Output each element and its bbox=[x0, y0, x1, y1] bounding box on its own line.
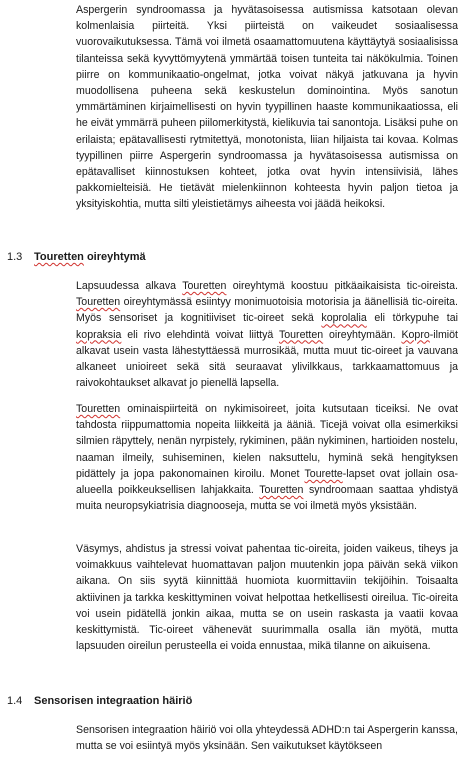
section-title: Sensorisen integraation häiriö bbox=[34, 695, 193, 707]
section-title: Touretten oireyhtymä bbox=[34, 251, 146, 263]
section-number: 1.4 bbox=[7, 695, 23, 707]
spellcheck-word: Touretten bbox=[278, 328, 324, 341]
spellcheck-word: Touretten bbox=[182, 280, 227, 292]
paragraph-tourette-stress: Väsymys, ahdistus ja stressi voivat pahentaa tic-oireita, joiden vaikeus, tiheys ja voimakkuus vaihtelevat huomattavan paljon muutenkin jopa päivän sekä viikon aikana. On siis syytä kiinnittää huomiota kuormittaviin tekijöihin. Toisaalta aktiivinen ja tarkka keskittyminen voivat helpottaa hetkellisesti oireilua. Tic-oireita voi usein pidätellä jonkin aikaa, mutta se on usein raskasta ja vaatii kovaa keskittymistä. Tic-oireet vähenevät suurimmalla osalla iän myötä, mutta lapsuuden oireilun perusteella ei voida ennustaa, mikä tilanne on aikuisena. bbox=[76, 543, 458, 653]
paragraph-sensory-intro: Sensorisen integraation häiriö voi olla yhteydessä ADHD:n tai Aspergerin kanssa, mutta se voi esiintyä myös yksinään. Sen vaikutukset käytökseen bbox=[76, 724, 458, 753]
paragraph-asperger-traits: Aspergerin syndroomassa ja hyvätasoisessa autismissa katsotaan olevan kolmenlaisia piirteitä. Yksi piirteistä on vaikeudet sosiaalisessa vuorovaikutuksessa. Tämä voi ilmetä osaamattomuutena käyttäytyä sosiaalisissa tilanteissa sekä kyvyttömyytenä ymmärtää toisen tunteita tai näkökulmia. Toinen piirre on kommunikaatio-ongelmat, jotka voivat näkyä jatkuvana ja hyvin muodollisena puheena sekä keskustelun dominointina. Myös sanotun ymmärtäminen kirjaimellisesti on hyvin tyypillinen haaste kommunikaatiossa, eli he eivät ymmärrä puheen piilomerkitystä, kielikuvia tai sanontoja. Lisäksi puhe on erilaista; epätavallisesti rytmitettyä, monotonista, liian hiljaista tai kovaa. Kolmas tyypillinen piirre Aspergerin syndroomassa ja hyvätasoisessa autismissa on epätavalliset kiinnostuksen kohteet, jotka ovat hyvin intensiivisiä, lähes pakkomielteisiä. He tietävät mielenkiinnon kohteesta hyvin paljon tietoa ja yksityiskohtia, mutta silti yleistietämys aiheesta voi jäädä heikoksi. bbox=[76, 4, 458, 211]
section-heading-1-4 bbox=[7, 693, 457, 709]
spellcheck-word: Touretten bbox=[259, 484, 304, 497]
section-number: 1.3 bbox=[7, 251, 23, 263]
paragraph-tourette-tics: Touretten ominaispiirteitä on nykimisoireet, joita kutsutaan ticeiksi. Ne ovat tahdosta riippumattomia nopeita liikkeitä ja ääniä. Ticejä voivat olla esimerkiksi silmien räpyttely, nenän nyrpistely, rykiminen, pään nykiminen, hartioiden nostelu, naaman ilmeily, suhiseminen, kielen naksuttelu, hyminä sekä hengityksen pidättely ja jopa pakonomainen kiroilu. Monet Tourette-lapset ovat jollain osa-alueella poikkeuksellisen lahjakkaita. Touretten syndroomaan saattaa yhdistyä muita neuropsykiatrisia diagnooseja, mutta se voi ilmetä myös yksistään. bbox=[76, 403, 458, 513]
spellcheck-word: koprolalia bbox=[321, 312, 367, 325]
spellcheck-word: Touretten bbox=[34, 251, 84, 263]
spellcheck-word: Touretten bbox=[76, 403, 121, 415]
paragraph-tourette-intro: Lapsuudessa alkava Touretten oireyhtymä koostuu pitkäaikaisista tic-oireista. Touretten oireyhtymässä esiintyy monimuotoisia motorisia ja äänellisiä tic-oireita. Myös sensoriset ja kognitiiviset tic-oireet sekä koprolalia eli törkypuhe tai kopraksia eli rivo elehdintä voivat liittyä Touretten oireyhtymään. Kopro-ilmiöt alkavat usein vasta lähestyttäessä murrosikää, mutta muut tic-oireet ja vauvana alkaneet unioireet sekä sitä seuraavat ylivilkkaus, tarkkaamattomuus ja raivokohtaukset alkavat jo pienellä lapsella. bbox=[76, 280, 458, 390]
spellcheck-word: Kopro bbox=[401, 328, 430, 341]
spellcheck-word: Touretten bbox=[76, 296, 121, 309]
section-heading-1-3 bbox=[7, 249, 457, 265]
spellcheck-word: Tourette bbox=[304, 467, 343, 480]
spellcheck-word: kopraksia bbox=[76, 328, 122, 341]
